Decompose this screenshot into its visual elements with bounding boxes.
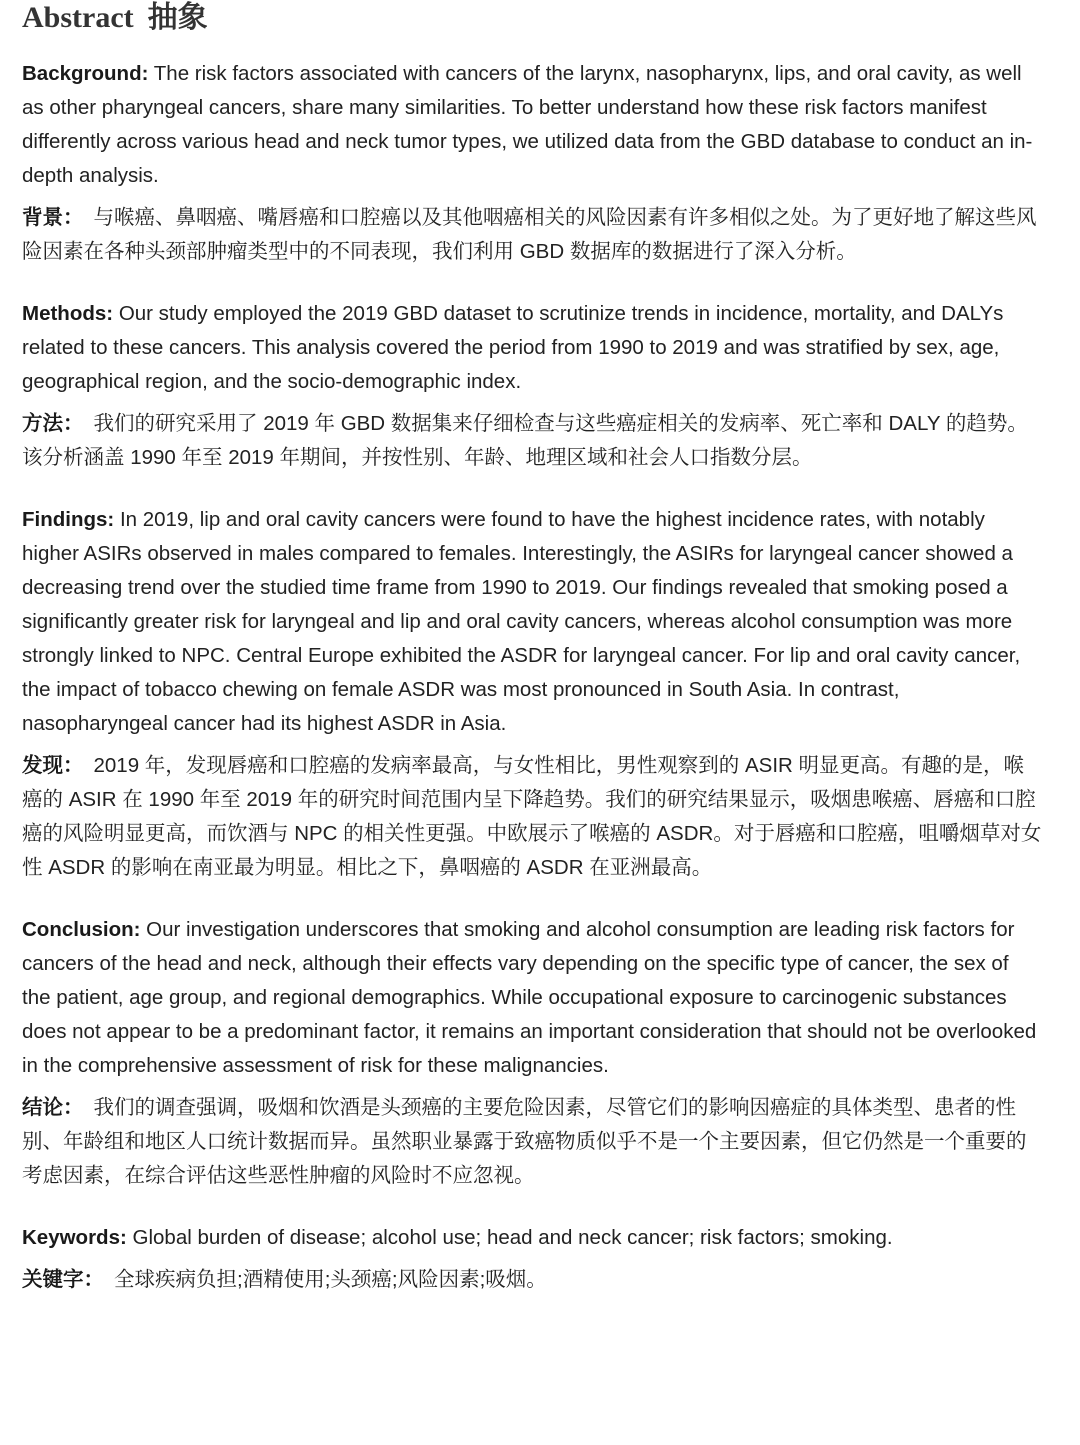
keywords-en-paragraph (22, 1221, 1042, 1255)
abstract-title (22, 0, 1042, 40)
section-keywords (22, 1221, 1042, 1297)
findings-zh-text: 2019 年，发现唇癌和口腔癌的发病率最高，与女性相比，男性观察到的 ASIR 明显更高。有趣的是，喉癌的 ASIR 在 1990 年至 2019 年的研究时间范围内呈下降趋势。我们的研究结果显示，吸烟患喉癌、唇癌和口腔癌的风险明显更高，而饮酒与 NPC 的相关性更强。中欧展示了喉癌的 ASDR。对于唇癌和口腔癌，咀嚼烟草对女性 ASDR 的影响在南亚最为明显。相比之下，鼻咽癌的 ASDR 在亚洲最高。 (22, 754, 1042, 879)
findings-en-paragraph (22, 503, 1042, 741)
findings-zh-paragraph (22, 749, 1042, 885)
methods-en-paragraph (22, 297, 1042, 399)
background-zh-label: 背景： (22, 206, 84, 229)
methods-en-label: Methods: (22, 302, 114, 325)
findings-en-text: In 2019, lip and oral cavity cancers were found to have the highest incidence rates, with notably higher ASIRs observed in males compared to females. Interestingly, the ASIRs for laryngeal cancer showed a decreasing trend over the studied time frame from 1990 to 2019. Our findings revealed that smoking posed a significantly greater risk for laryngeal and lip and oral cavity cancers, whereas alcohol consumption was more strongly linked to NPC. Central Europe exhibited the ASDR for laryngeal cancer. For lip and oral cavity cancer, the impact of tobacco chewing on female ASDR was most pronounced in South Asia. In contrast, nasopharyngeal cancer had its highest ASDR in Asia. (22, 508, 1021, 735)
conclusion-zh-paragraph (22, 1091, 1042, 1193)
background-en-text: The risk factors associated with cancers of the larynx, nasopharynx, lips, and oral cavity, as well as other pharyngeal cancers, share many similarities. To better understand how these risk factors manifest differently across various head and neck tumor types, we utilized data from the GBD database to conduct an in-depth analysis. (22, 62, 1033, 187)
section-background (22, 57, 1042, 269)
section-methods (22, 297, 1042, 475)
keywords-en-text: Global burden of disease; alcohol use; head and neck cancer; risk factors; smoking. (132, 1226, 893, 1249)
background-en-paragraph (22, 57, 1042, 193)
conclusion-zh-label: 结论： (22, 1096, 84, 1119)
background-zh-paragraph (22, 201, 1042, 269)
methods-zh-text: 我们的研究采用了 2019 年 GBD 数据集来仔细检查与这些癌症相关的发病率、死亡率和 DALY 的趋势。该分析涵盖 1990 年至 2019 年期间，并按性别、年龄、地理区域和社会人口指数分层。 (22, 412, 1028, 469)
findings-en-label: Findings: (22, 508, 115, 531)
conclusion-en-text: Our investigation underscores that smoking and alcohol consumption are leading risk factors for cancers of the head and neck, although their effects vary depending on the specific type of cancer, the sex of the patient, age group, and regional demographics. While occupational exposure to carcinogenic substances does not appear to be a predominant factor, it remains an important consideration that should not be overlooked in the comprehensive assessment of risk for these malignancies. (22, 918, 1037, 1077)
title-zh: 抽象 (147, 1, 208, 34)
conclusion-en-label: Conclusion: (22, 918, 141, 941)
background-zh-text: 与喉癌、鼻咽癌、嘴唇癌和口腔癌以及其他咽癌相关的风险因素有许多相似之处。为了更好地了解这些风险因素在各种头颈部肿瘤类型中的不同表现，我们利用 GBD 数据库的数据进行了深入分析。 (22, 206, 1037, 263)
conclusion-zh-text: 我们的调查强调，吸烟和饮酒是头颈癌的主要危险因素，尽管它们的影响因癌症的具体类型、患者的性别、年龄组和地区人口统计数据而异。虽然职业暴露于致癌物质似乎不是一个主要因素，但它仍然是一个重要的考虑因素，在综合评估这些恶性肿瘤的风险时不应忽视。 (22, 1096, 1027, 1187)
keywords-en-label: Keywords: (22, 1226, 127, 1249)
conclusion-en-paragraph (22, 913, 1042, 1083)
methods-en-text: Our study employed the 2019 GBD dataset to scrutinize trends in incidence, mortality, and DALYs related to these cancers. This analysis covered the period from 1990 to 2019 and was stratified by sex, age, geographical region, and the socio-demographic index. (22, 302, 1004, 393)
abstract-page (22, 0, 1042, 1297)
keywords-zh-text: 全球疾病负担;酒精使用;头颈癌;风险因素;吸烟。 (114, 1268, 547, 1291)
keywords-zh-paragraph (22, 1263, 1042, 1297)
findings-zh-label: 发现： (22, 754, 84, 777)
methods-zh-label: 方法： (22, 412, 84, 435)
title-en: Abstract (22, 1, 134, 34)
background-en-label: Background: (22, 62, 149, 85)
section-conclusion (22, 913, 1042, 1193)
methods-zh-paragraph (22, 407, 1042, 475)
section-findings (22, 503, 1042, 885)
keywords-zh-label: 关键字： (22, 1268, 104, 1291)
